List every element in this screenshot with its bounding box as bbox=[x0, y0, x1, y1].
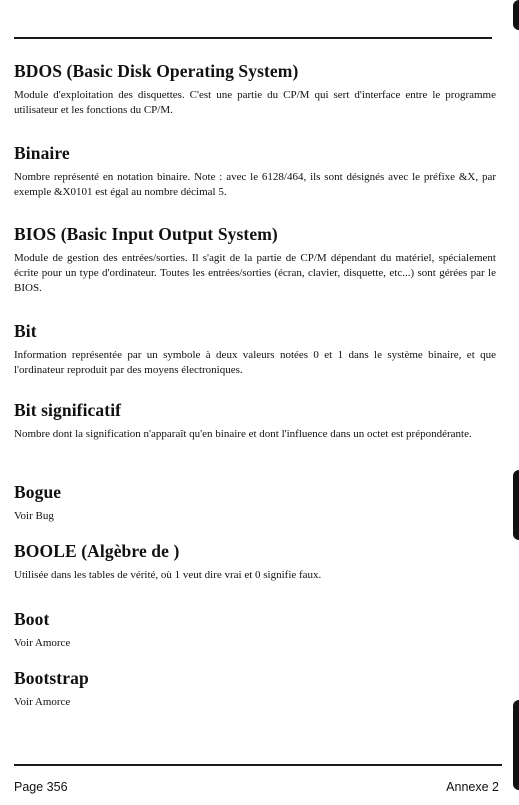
entry-definition: Module d'exploitation des disquettes. C'est une partie du CP/M qui sert d'interface entre le programme utilisateur et les fonctions du CP/M. bbox=[14, 89, 496, 116]
entry-definition: Nombre représenté en notation binaire. Note : avec le 6128/464, ils sont désignés avec le préfixe &X, par exemple &X0101 est égal au nombre décimal 5. bbox=[14, 171, 496, 198]
entry-term: BIOS (Basic Input Output System) bbox=[14, 224, 278, 244]
entry-definition: Voir Amorce bbox=[14, 696, 71, 708]
entry-term: Bogue bbox=[14, 482, 62, 502]
glossary-entry bbox=[14, 400, 496, 442]
glossary-entry bbox=[14, 61, 496, 118]
entry-term: Bootstrap bbox=[14, 668, 89, 688]
page-edge-shadow bbox=[513, 470, 519, 540]
entry-definition: Module de gestion des entrées/sorties. Il s'agit de la partie de CP/M dépendant du matériel, spécialement écrite pour un type d'ordinateur. Toutes les entrées/sorties (écran, clavier, disquette, etc...) sont gérées par le BIOS. bbox=[14, 252, 496, 294]
entry-term: Bit bbox=[14, 321, 37, 341]
glossary-entry bbox=[14, 609, 496, 651]
entry-definition: Nombre dont la signification n'apparaît qu'en binaire et dont l'influence dans un octet est prépondérante. bbox=[14, 428, 472, 440]
entry-term: BOOLE (Algèbre de ) bbox=[14, 541, 180, 561]
glossary-entry bbox=[14, 668, 496, 710]
entry-term: BDOS (Basic Disk Operating System) bbox=[14, 61, 299, 81]
glossary-entry bbox=[14, 541, 496, 583]
entry-definition: Utilisée dans les tables de vérité, où 1 veut dire vrai et 0 signifie faux. bbox=[14, 569, 322, 581]
entry-definition: Voir Amorce bbox=[14, 637, 71, 649]
section-label: Annexe 2 bbox=[446, 780, 499, 794]
entry-term: Boot bbox=[14, 609, 50, 629]
footer-rule bbox=[14, 764, 502, 766]
page-edge-shadow bbox=[513, 0, 519, 30]
entry-term: Bit significatif bbox=[14, 400, 122, 420]
glossary-entry bbox=[14, 224, 496, 296]
entry-definition: Information représentée par un symbole à deux valeurs notées 0 et 1 dans le système binaire, et que l'ordinateur reproduit par des moyens électroniques. bbox=[14, 349, 496, 376]
glossary-entry bbox=[14, 143, 496, 200]
page-edge-shadow bbox=[513, 700, 519, 790]
glossary-entry bbox=[14, 482, 496, 524]
entry-definition: Voir Bug bbox=[14, 510, 54, 522]
glossary-entry bbox=[14, 321, 496, 378]
header-rule bbox=[14, 37, 492, 39]
entry-term: Binaire bbox=[14, 143, 70, 163]
page-number: Page 356 bbox=[14, 780, 68, 794]
